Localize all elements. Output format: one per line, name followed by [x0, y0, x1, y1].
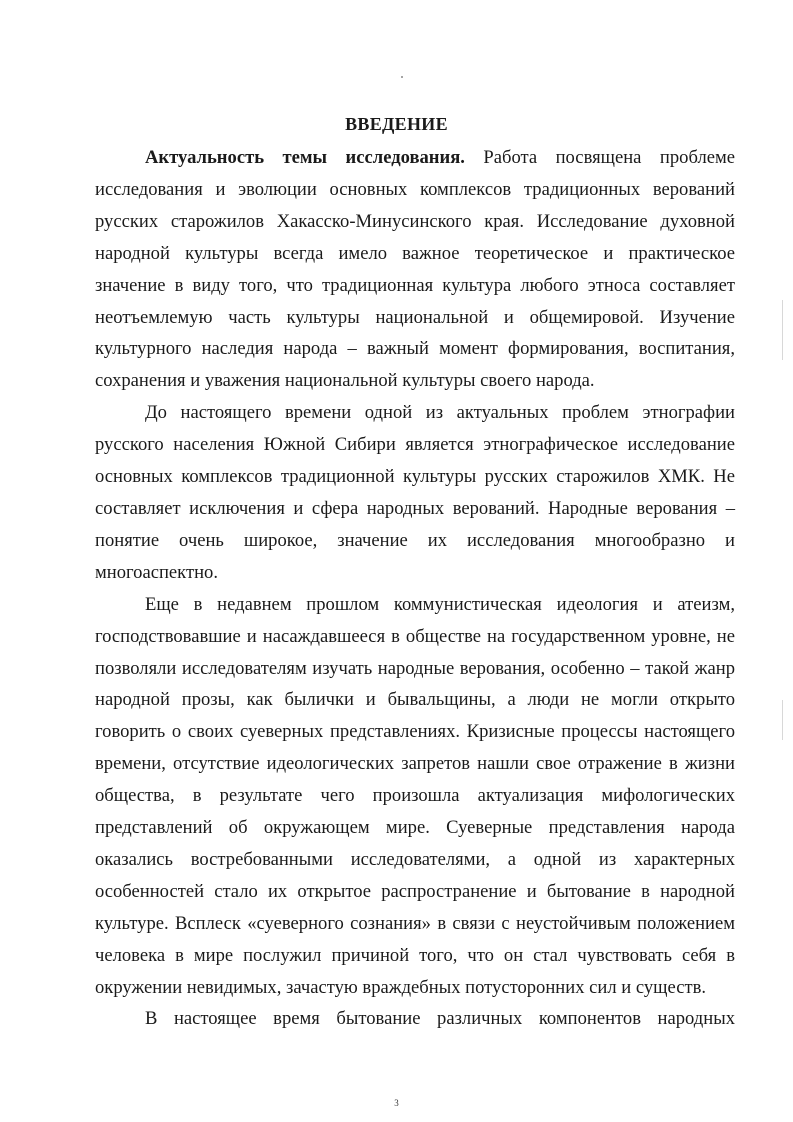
scan-edge-mark — [782, 700, 783, 740]
paragraph: Еще в недавнем прошлом коммунистическая идеология и атеизм, господствовавшие и насаждавшееся в обществе на государственном уровне, не позволяли исследователям изучать народные верования, особенно – такой жанр народной прозы, как былички и бывальщины, а люди не могли открыто говорить о своих суеверных представлениях. Кризисные процессы настоящего времени, отсутствие идеологических запретов нашли свое отражение в жизни общества, в результате чего произошла актуализация мифологических представлений об окружающем мире. Суеверные представления народа оказались востребованными исследователями, а одной из характерных особенностей стало их открытое распространение и бытование в народной культуре. Всплеск «суеверного сознания» в связи с неустойчивым положением человека в мире послужил причиной того, что он стал чувствовать себя в окружении невидимых, зачастую враждебных потусторонних сил и существ. — [95, 593, 735, 998]
paragraph: До настоящего времени одной из актуальных проблем этнографии русского населения Южной Сибири является этнографическое исследование основных комплексов традиционной культуры русских старожилов ХМК. Не составляет исключения и сфера народных верований. Народные верования – понятие очень широкое, значение их исследования многообразно и многоаспектно. — [95, 402, 735, 583]
paragraph-lead: Актуальность темы исследования. — [145, 147, 465, 168]
paragraph-text: Работа посвящена проблеме исследования и эволюции основных комплексов традиционных верований русских старожилов Хакасско-Минусинского края. Исследование духовной народной культуры всегда имело важное теоретическое и практическое значение в виду того, что традиционная культура любого этноса составляет неотъемлемую часть культуры национальной и общемировой. Изучение культурного наследия народа – важный момент формирования, воспитания, сохранения и уважения национальной культуры своего народа. — [95, 147, 735, 392]
scan-speck — [401, 76, 403, 78]
paragraph: В настоящее время бытование различных компонентов народных — [145, 1008, 735, 1030]
paragraph-relevance — [95, 142, 735, 397]
page-number: 3 — [394, 1098, 399, 1108]
body-text — [95, 142, 735, 1035]
page-title: ВВЕДЕНИЕ — [345, 114, 448, 134]
scan-edge-mark — [782, 300, 783, 360]
